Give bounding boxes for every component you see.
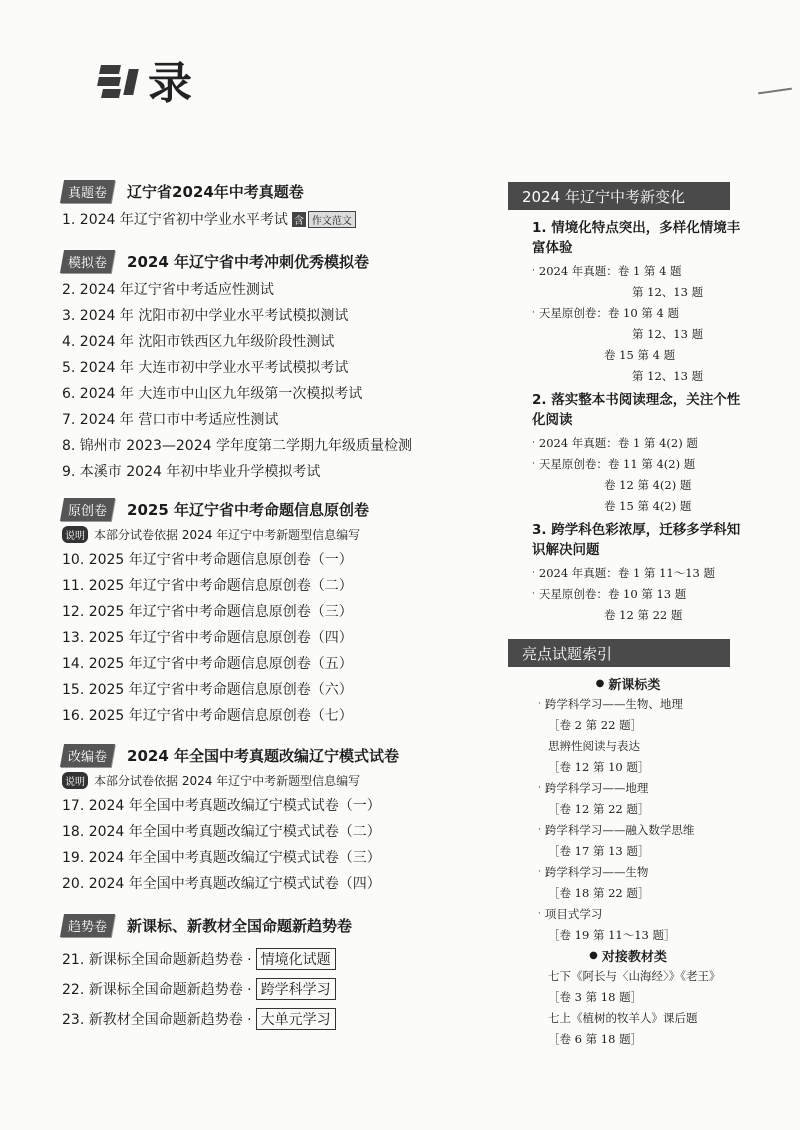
toc-item[interactable]: 3. 2024 年 沈阳市初中学业水平考试模拟测试 [62, 308, 349, 324]
section-header-adapted [62, 744, 492, 766]
section-header-mock [62, 250, 492, 272]
toc-item[interactable]: 1. 2024 年辽宁省初中学业水平考试 含 作文范文 [62, 206, 492, 232]
toc-item[interactable]: 19. 2024 年全国中考真题改编辽宁模式试卷（三） [62, 850, 381, 866]
toc-item[interactable]: 9. 本溪市 2024 年初中毕业升学模拟考试 [62, 464, 321, 480]
note-icon: 说明 [62, 526, 88, 543]
toc-item[interactable]: 12. 2025 年辽宁省中考命题信息原创卷（三） [62, 604, 353, 620]
ref-line: · 2024 年真题：卷 1 第 4(2) 题 [532, 435, 698, 450]
topic-box: 跨学科学习 [256, 978, 336, 1000]
index-line: · 跨学科学习——地理 [538, 780, 649, 795]
section-tag: 模拟卷 [60, 250, 115, 273]
subheading: ● 对接教材类 [589, 949, 667, 965]
index-line: 七上《植树的牧羊人》课后题 [548, 1010, 698, 1025]
point-title: 2. 落实整本书阅读理念，关注个性化阅读 [532, 392, 741, 428]
title-decoration [98, 59, 144, 99]
toc-item[interactable]: 18. 2024 年全国中考真题改编辽宁模式试卷（二） [62, 824, 381, 840]
ref-line: 卷 15 第 4 题 [604, 347, 676, 362]
toc-item[interactable]: 15. 2025 年辽宁省中考命题信息原创卷（六） [62, 682, 353, 698]
ref-line: 第 12、13 题 [632, 326, 704, 341]
toc-item[interactable]: 20. 2024 年全国中考真题改编辽宁模式试卷（四） [62, 876, 381, 892]
section-header-real [62, 180, 492, 202]
left-column [62, 180, 492, 1034]
section-header-original [62, 498, 492, 520]
toc-item[interactable]: 13. 2025 年辽宁省中考命题信息原创卷（四） [62, 630, 353, 646]
section-title: 2024 年全国中考真题改编辽宁模式试卷 [127, 746, 399, 765]
toc-item[interactable]: 11. 2025 年辽宁省中考命题信息原创卷（二） [62, 578, 353, 594]
corner-line [758, 88, 792, 95]
section-tag: 趋势卷 [60, 914, 115, 937]
index-ref: ［卷 12 第 10 题］ [548, 759, 650, 774]
section-title: 辽宁省2024年中考真题卷 [127, 182, 304, 201]
ref-line: 卷 12 第 22 题 [604, 607, 683, 622]
ref-line: · 天星原创卷：卷 11 第 4(2) 题 [532, 456, 696, 471]
toc-item[interactable]: 14. 2025 年辽宁省中考命题信息原创卷（五） [62, 656, 353, 672]
toc-item[interactable]: 16. 2025 年辽宁省中考命题信息原创卷（七） [62, 708, 353, 724]
toc-item[interactable]: 5. 2024 年 大连市初中学业水平考试模拟考试 [62, 360, 349, 376]
section-header-trend [62, 914, 492, 936]
note-text: 本部分试卷依据 2024 年辽宁中考新题型信息编写 [94, 527, 361, 542]
toc-item[interactable]: 10. 2025 年辽宁省中考命题信息原创卷（一） [62, 552, 353, 568]
circle-icon: ● [589, 949, 598, 961]
toc-item[interactable]: 21. 新课标全国命题新趋势卷 · 情境化试题 [62, 944, 492, 974]
index-ref: ［卷 17 第 13 题］ [548, 843, 650, 858]
note [62, 770, 492, 790]
right-column [508, 182, 748, 1049]
topic-box: 情境化试题 [256, 948, 336, 970]
note-text: 本部分试卷依据 2024 年辽宁中考新题型信息编写 [94, 773, 361, 788]
index-ref: ［卷 19 第 11～13 题］ [548, 927, 676, 942]
toc-item[interactable]: 7. 2024 年 营口市中考适应性测试 [62, 412, 279, 428]
ref-line: 卷 15 第 4(2) 题 [604, 498, 692, 513]
ref-line: · 天星原创卷：卷 10 第 4 题 [532, 305, 679, 320]
index-ref: ［卷 3 第 18 题］ [548, 989, 643, 1004]
toc-item[interactable]: 4. 2024 年 沈阳市铁西区九年级阶段性测试 [62, 334, 335, 350]
note [62, 524, 492, 544]
section-tag: 改编卷 [60, 744, 115, 767]
section-tag: 原创卷 [60, 498, 115, 521]
index-ref: ［卷 18 第 22 题］ [548, 885, 650, 900]
title-text: 录 [148, 58, 194, 109]
highlights-header: 亮点试题索引 [508, 639, 730, 667]
section-tag: 真题卷 [60, 180, 115, 203]
toc-item[interactable]: 17. 2024 年全国中考真题改编辽宁模式试卷（一） [62, 798, 381, 814]
section-title: 新课标、新教材全国命题新趋势卷 [127, 916, 353, 935]
index-line: · 跨学科学习——融入数学思维 [538, 822, 695, 837]
index-ref: ［卷 6 第 18 题］ [548, 1031, 643, 1046]
contains-badge: 含 [292, 212, 306, 227]
index-line: 思辨性阅读与表达 [548, 738, 640, 753]
subheading: ● 新课标类 [595, 677, 661, 693]
toc-item[interactable]: 2. 2024 年辽宁省中考适应性测试 [62, 282, 274, 298]
ref-line: · 2024 年真题：卷 1 第 4 题 [532, 263, 682, 278]
point-title: 3. 跨学科色彩浓厚，迁移多学科知识解决问题 [532, 522, 741, 558]
ref-line: · 2024 年真题：卷 1 第 11～13 题 [532, 565, 716, 580]
index-line: · 跨学科学习——生物 [538, 864, 649, 879]
changes-header: 2024 年辽宁中考新变化 [508, 182, 730, 210]
toc-item[interactable]: 6. 2024 年 大连市中山区九年级第一次模拟考试 [62, 386, 363, 402]
index-ref: ［卷 2 第 22 题］ [548, 717, 643, 732]
ref-line: 第 12、13 题 [632, 368, 704, 383]
section-title: 2024 年辽宁省中考冲刺优秀模拟卷 [127, 252, 369, 271]
index-line: · 项目式学习 [538, 906, 603, 921]
index-line: 七下《阿长与〈山海经〉》《老王》 [548, 968, 721, 983]
page-title [98, 52, 194, 109]
essay-badge: 作文范文 [308, 211, 356, 228]
ref-line: 第 12、13 题 [632, 284, 704, 299]
note-icon: 说明 [62, 772, 88, 789]
ref-line: · 天星原创卷：卷 10 第 13 题 [532, 586, 687, 601]
toc-item[interactable]: 8. 锦州市 2023—2024 学年度第二学期九年级质量检测 [62, 438, 412, 454]
circle-icon: ● [595, 677, 605, 689]
point-title: 1. 情境化特点突出，多样化情境丰富体验 [532, 220, 741, 256]
topic-box: 大单元学习 [256, 1008, 336, 1030]
section-title: 2025 年辽宁省中考命题信息原创卷 [127, 500, 369, 519]
index-ref: ［卷 12 第 22 题］ [548, 801, 650, 816]
toc-item[interactable]: 23. 新教材全国命题新趋势卷 · 大单元学习 [62, 1004, 492, 1034]
index-line: · 跨学科学习——生物、地理 [538, 696, 683, 711]
toc-item[interactable]: 22. 新课标全国命题新趋势卷 · 跨学科学习 [62, 974, 492, 1004]
ref-line: 卷 12 第 4(2) 题 [604, 477, 692, 492]
